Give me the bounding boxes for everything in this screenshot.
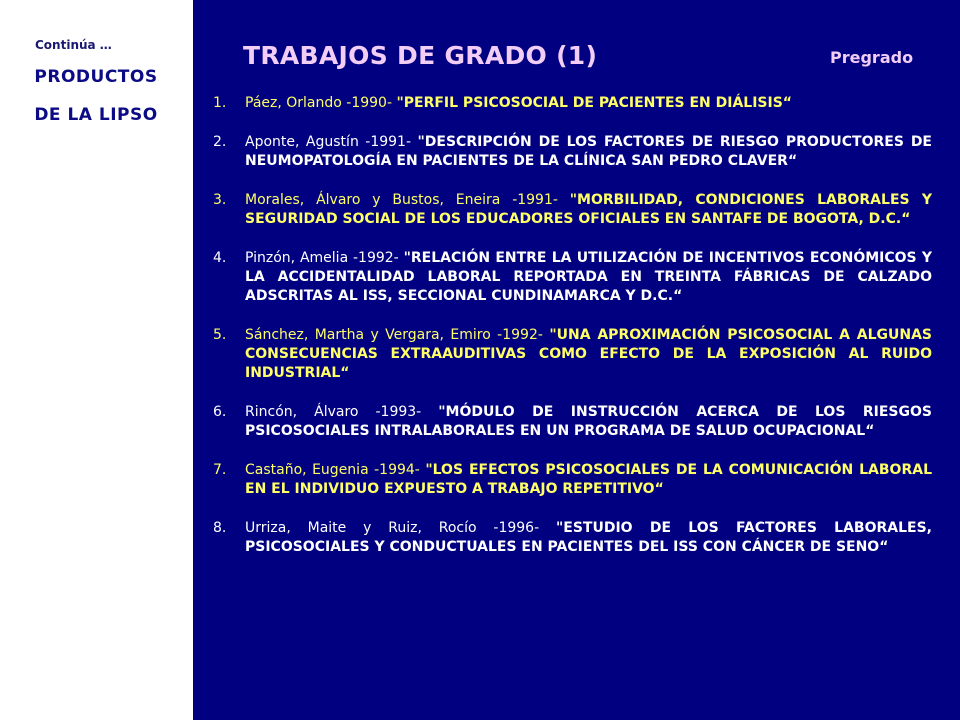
- item-number: 3.: [213, 192, 227, 208]
- item-number: 1.: [213, 95, 227, 111]
- thesis-list: [213, 94, 932, 577]
- continued-label: Continúa …: [35, 38, 112, 52]
- item-title: "LOS EFECTOS PSICOSOCIALES DE LA COMUNICACIÓN LABORAL EN EL INDIVIDUO EXPUESTO A TRABAJO REPETITIVO“: [245, 462, 932, 497]
- item-number: 7.: [213, 462, 227, 478]
- list-item: [213, 403, 932, 441]
- item-author: Aponte, Agustín -1991-: [245, 134, 418, 150]
- section-title-line1: PRODUCTOS: [34, 67, 158, 87]
- item-author: Páez, Orlando -1990-: [245, 95, 397, 111]
- list-item: [213, 249, 932, 306]
- item-author: Rincón, Álvaro -1993-: [245, 404, 439, 420]
- item-number: 4.: [213, 250, 227, 266]
- item-number: 2.: [213, 134, 227, 150]
- item-title: "DESCRIPCIÓN DE LOS FACTORES DE RIESGO PRODUCTORES DE NEUMOPATOLOGÍA EN PACIENTES DE LA CLÍNICA SAN PEDRO CLAVER“: [245, 134, 932, 169]
- list-item: [213, 461, 932, 499]
- item-title: "RELACIÓN ENTRE LA UTILIZACIÓN DE INCENTIVOS ECONÓMICOS Y LA ACCIDENTALIDAD LABORAL REPORTADA EN TREINTA FÁBRICAS DE CALZADO ADSCRITAS AL ISS, SECCIONAL CUNDINAMARCA Y D.C.“: [245, 250, 933, 304]
- content-panel: [193, 0, 960, 720]
- item-author: Morales, Álvaro y Bustos, Eneira -1991-: [245, 192, 570, 208]
- sidebar: [0, 0, 193, 720]
- item-title: "ESTUDIO DE LOS FACTORES LABORALES, PSICOSOCIALES Y CONDUCTUALES EN PACIENTES DEL ISS CON CÁNCER DE SENO“: [245, 520, 932, 555]
- page-subtitle: Pregrado: [830, 48, 914, 67]
- item-number: 5.: [213, 327, 227, 343]
- item-author: Sánchez, Martha y Vergara, Emiro -1992-: [245, 327, 550, 343]
- list-item: [213, 133, 932, 171]
- item-title: "MORBILIDAD, CONDICIONES LABORALES Y SEGURIDAD SOCIAL DE LOS EDUCADORES OFICIALES EN SANTAFE DE BOGOTA, D.C.“: [245, 192, 932, 227]
- item-title: "PERFIL PSICOSOCIAL DE PACIENTES EN DIÁLISIS“: [396, 95, 792, 111]
- item-author: Urriza, Maite y Ruiz, Rocío -1996-: [245, 520, 556, 536]
- item-number: 6.: [213, 404, 227, 420]
- item-title: "MÓDULO DE INSTRUCCIÓN ACERCA DE LOS RIESGOS PSICOSOCIALES INTRALABORALES EN UN PROGRAMA DE SALUD OCUPACIONAL“: [245, 404, 932, 439]
- list-item: [213, 326, 932, 383]
- page-title: TRABAJOS DE GRADO (1): [243, 41, 598, 70]
- section-title-line2: DE LA LIPSO: [34, 105, 158, 125]
- list-item: [213, 191, 932, 229]
- list-item: [213, 94, 932, 113]
- item-author: Pinzón, Amelia -1992-: [245, 250, 404, 266]
- list-item: [213, 519, 932, 557]
- item-title: "UNA APROXIMACIÓN PSICOSOCIAL A ALGUNAS CONSECUENCIAS EXTRAAUDITIVAS COMO EFECTO DE LA EXPOSICIÓN AL RUIDO INDUSTRIAL“: [245, 327, 932, 381]
- item-number: 8.: [213, 520, 227, 536]
- item-author: Castaño, Eugenia -1994-: [245, 462, 426, 478]
